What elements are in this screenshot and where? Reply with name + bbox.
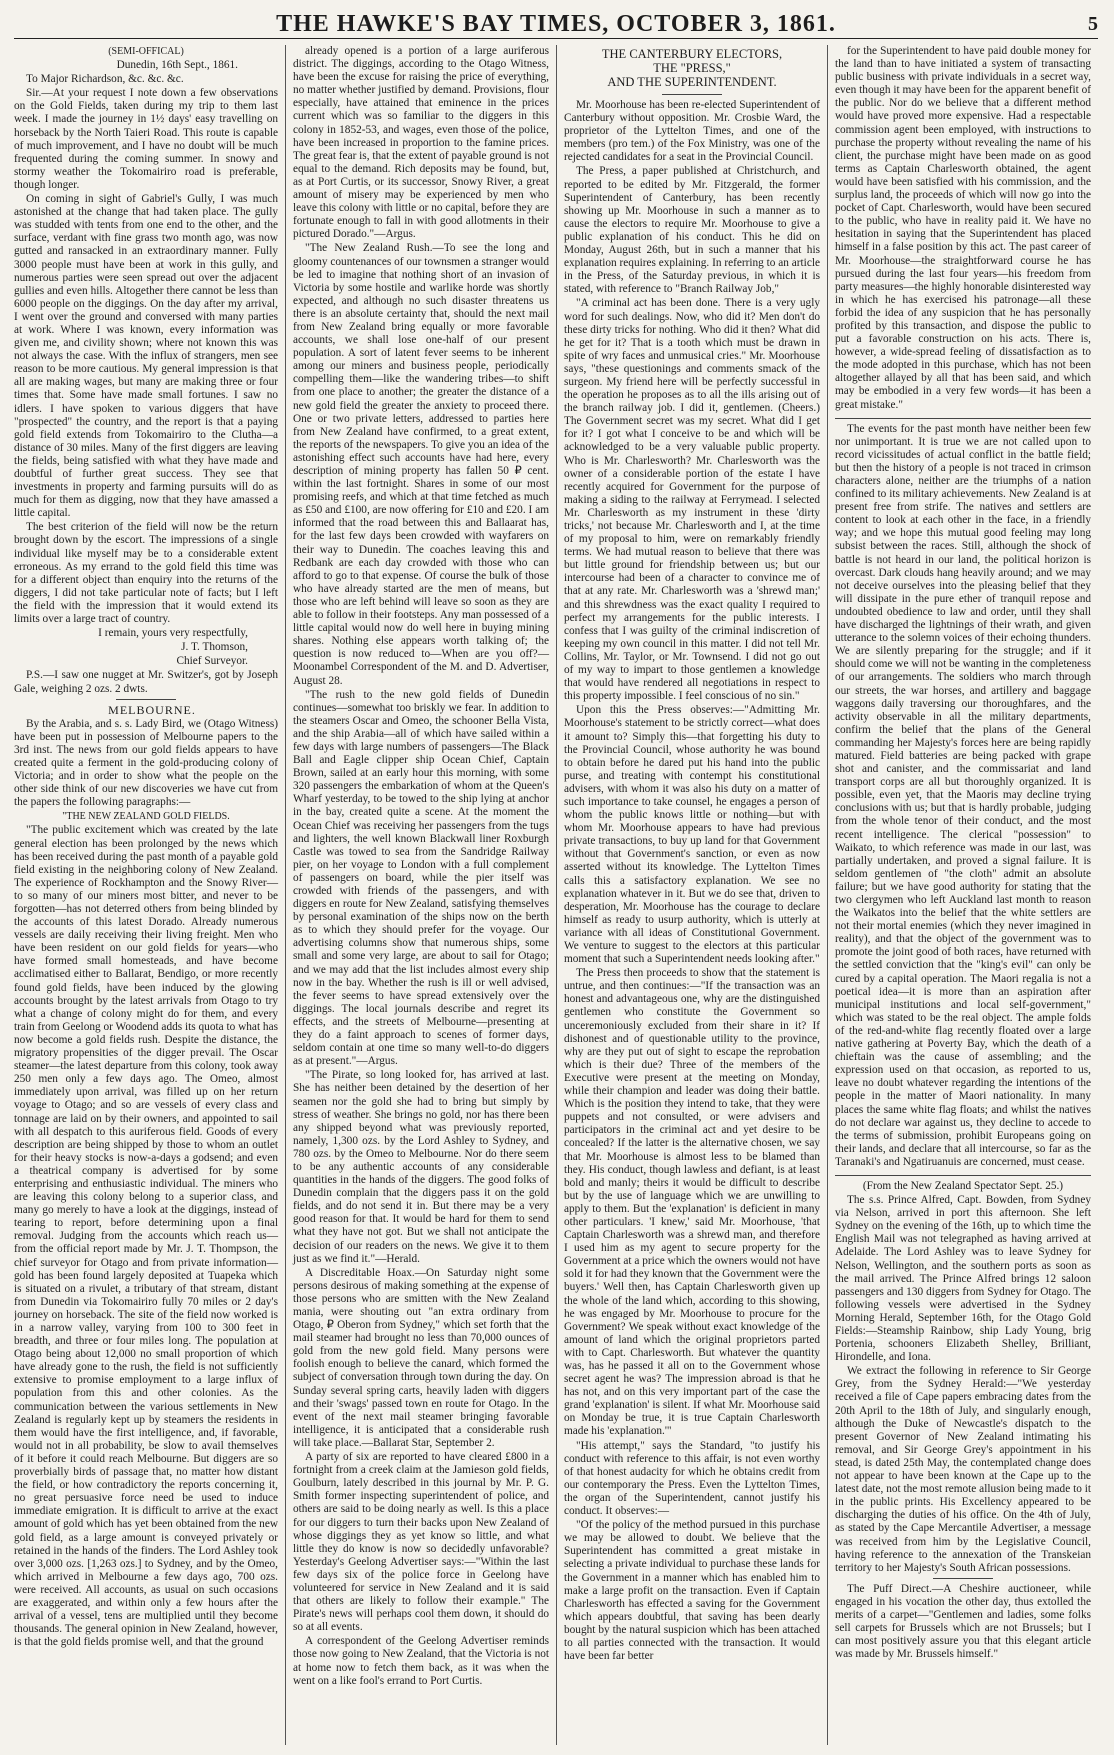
paragraph: The Puff Direct.—A Cheshire auctioneer, while engaged in his vocation the other day, thus extolled the merits of a carpet—"Gentlemen and ladies, some folks sell carpets for Brussels which are not Brussels; but I can most positively assure you that this elegant article was made by Mr. Brussels himself."	[835, 1582, 1091, 1661]
letter-addressee: To Major Richardson, &c. &c. &c.	[26, 73, 184, 86]
letter-signer-title: Chief Surveyor.	[176, 655, 248, 668]
paragraph: already opened is a portion of a large auriferous district. The diggings, according to the Otago Witness, have been the excuse for raising the price of everything, no matter whether justified by demand. Provisions, flour especially, have attained that eminence in the prices current which was so familiar to the diggers in this colony in 1852-53, and wages, even those of the police, have been increased in proportion to the famine prices. The great fear is, that the extent of payable ground is not equal to the demand. Rich deposits may be found, but, as at Port Curtis, or its successor, Snowy River, a great amount of misery may be experienced by men who leave this colony with little or no capital, before they are fortunate enough to fall in with good allotments in their pictured Dorado."—Argus.	[293, 45, 549, 241]
paragraph: Mr. Moorhouse has been re-elected Superintendent of Canterbury without opposition. Mr. Crosbie Ward, the proprietor of the Lyttelton Times, and one of the members (pro tem.) of the Fox Ministry, was one of the rejected candidates for a seat in the Provincial Council.	[564, 99, 820, 164]
letter-signer: J. T. Thomson,	[181, 641, 248, 654]
column-3	[556, 45, 827, 1745]
subheading: "THE NEW ZEALAND GOLD FIELDS.	[62, 811, 230, 823]
paragraph: "Of the policy of the method pursued in this purchase we may be allowed to doubt. We believe that the Superintendent has committed a great mistake in selecting a private individual to purchase these lands for the Government in a manner which has enabled him to make a large profit on the transaction. Even if Captain Charlesworth has effected a saving for the Government which appears doubtful, that saving has been dearly bought by the natural suspicion which has been attached to all parties connected with the transaction. It would have been far better	[564, 1519, 820, 1663]
letter-dateline: Dunedin, 16th Sept., 1861.	[116, 59, 238, 72]
paragraph: On coming in sight of Gabriel's Gully, I was much astonished at the change that had taken place. The gully was studded with tents from one end to the other, and the surface, verdant with fine grass two month ago, was now gutted and ransacked in an extraordinary manner. Fully 3000 people must have been at work in this gully, and numerous parties were seen spread out over the adjacent gullies and even hills. Altogether there cannot be less than 6000 people on the diggings. On the day after my arrival, I went over the ground and conversed with many parties at work. Where I was known, every information was given me, and civility shown; where not known this was not always the case. With the influx of strangers, men see reason to be more cautious. My general impression is that all are making wages, but many are making three or four times that. Some have made small fortunes. I saw no idlers. I have spoken to various diggers that have "prospected" the country, and the report is that a paying gold field extends from Tokomairiro to the Clutha—a distance of 30 miles. Many of the first diggers are leaving the fields, being satisfied with what they have made and doubtful of further great success. They see that investments in property and farming pursuits will do as much for them as digging, now that they have amassed a little capital.	[14, 193, 278, 520]
column-2	[285, 45, 556, 1745]
paragraph: Upon this the Press observes:—"Admitting Mr. Moorhouse's statement to be strictly correct—what does it amount to? Simply this—that forgetting his duty to the Provincial Council, whose authority he was bound to obtain before he dared put his hand into the public purse, and treating with contempt his constitutional advisers, with whom it was also his duty on a matter of such importance to take counsel, he engages a person of whom the public knows little or nothing—but with whom Mr. Moorhouse appears to have had previous private transactions, to buy up land for that Government without that Government's sanction, or even as now asserted without its knowledge. The Lyttelton Times calls this a satisfactory explanation. We see no explanation whatever in it. But we do see that, driven to desperation, Mr. Moorhouse has the courage to declare himself as ready to usurp authority, which is utterly at variance with all ideas of Constitutional Government. We venture to suggest to the electors at this particular moment that such a Superintendent needs looking after."	[564, 704, 820, 966]
masthead-title: THE HAWKE'S BAY TIMES, OCTOBER 3, 1861.	[276, 11, 836, 37]
article-columns	[14, 45, 1098, 1745]
page-number: 5	[1088, 13, 1098, 35]
paragraph: "The Pirate, so long looked for, has arrived at last. She has neither been detained by the desertion of her seamen nor the gold she had to bring but simply by stress of weather. She brings no gold, nor has there been any shipped beyond what was previously reported, namely, 1,300 ozs. by the Lord Ashley to Sydney, and 780 ozs. by the Omeo to Melbourne. Nor do there seem to be any authentic accounts of any considerable quantities in the hands of the diggers. The good folks of Dunedin complain that the diggers pass it on the gold fields, and do not send it in. But there may be a very good reason for that. It would be hard for them to send what they have not got. But we shall not anticipate the decision of our readers on the news. We give it to them just as we find it."—Herald.	[293, 1069, 549, 1265]
paragraph: We extract the following in reference to Sir George Grey, from the Sydney Herald:—"We yesterday received a file of Cape papers embracing dates from the 20th April to the 18th of July, and singularly enough, although the Duke of Newcastle's dispatch to the present Governor of New Zealand intimating his removal, and Sir George Grey's appointment in his stead, is dated 25th May, the contemplated change does not appear to have been known at the Cape up to the latest date, not the most remote allusion being made to it in the public prints. His Excellency appeared to be discharging the duties of his office. On the 4th of July, as stated by the Cape Mercantile Advertiser, a message was received from him by the Legislative Council, having reference to the annexation of the Transkeian territory to her Majesty's South African possessions.	[835, 1365, 1091, 1574]
headline-line: AND THE SUPERINTENDENT.	[607, 75, 777, 89]
divider	[116, 699, 176, 700]
paragraph: A party of six are reported to have cleared £800 in a fortnight from a creek claim at the Jamieson gold fields, Goulburn, lately described in this journal by Mr. P. G. Smith former inspecting superintendent of police, and others are said to be doing nearly as well. Is this a place for our diggers to turn their backs upon New Zealand of whose diggings they as yet know so little, and what little they do know is now so decidedly unfavorable? Yesterday's Geelong Advertiser says:—"Within the last few days six of the police force in Geelong have volunteered for service in New Zealand and it is said that others are likely to follow their example." The Pirate's news will perhaps cool them down, it should do so at all events.	[293, 1451, 549, 1634]
paragraph: "The public excitement which was created by the late general election has been prolonged by the news which has been received during the past month of a payable gold field existing in the neighboring colony of New Zealand. The experience of Rockhampton and the Snowy River—to so many of our miners most bitter, and never to be forgotten—has not deterred others from being blinded by the accounts of this latest Dorado. Already numerous vessels are daily receiving their living freight. Men who have been resident on our gold fields for years—who have formed small homesteads, and have become acclimatised either to Ballarat, Bendigo, or more recently found gold fields, have been induced by the glowing accounts brought by the latest arrivals from Otago to try what a change of colony might do for them, and every train from Geelong or Woodend adds its quota to what has now become a gold fields rush. Despite the distance, the migratory propensities of the digger prevail. The Oscar steamer—the latest departure from this colony, took away 250 men only a few days ago. The Omeo, almost immediately upon arrival, was filled up on her return voyage to Otago; and so are vessels of every class and tonnage are laid on by their owners, and appointed to sail with all despatch to this auriferous field. Goods of every description are being shipped by those to whom an outlet for their heavy stocks is now-a-days a godsend; and even a theatrical company is advertised for by some enterprising and enthusiastic individual. The miners who are leaving this colony belong to a superior class, and many go merely to have a look at the diggings, instead of tearing to report, before determining upon a final removal. Judging from the accounts which reach us—from the official report made by Mr. J. T. Thompson, the chief surveyor for Otago and from private information—gold has been found largely deposited at Tuapeka which is situated on a rivulet, a tributary of that stream, distant from Dunedin via Tokomairiro fully 70 miles or 2 day's journey on horseback. The site of the field now worked is in a narrow valley, varying from 100 to 300 feet in breadth, and three or four miles long. The population at Otago being about 12,000 no small proportion of which have already gone to the rush, the field is not sufficiently extensive to promise employment to a large influx of population from this and other colonies. As the communication between the various settlements in New Zealand is regularly kept up by steamers the residents in them would have the first intelligence, and, if favorable, would not in all probability, be slow to avail themselves of it before it could reach Melbourne. But diggers are so proverbially birds of passage that, no matter how distant the field, or how contradictory the reports concerning it, no great persuasive force need be used to induce immediate emigration. It is difficult to arrive at the exact amount of gold which has yet been obtained from the new gold field, as a large amount is conveyed privately or retained in the hands of the finders. The Lord Ashley took over 3,000 ozs. [1,263 ozs.] to Sydney, and by the Omeo, which arrived in Melbourne a few days ago, 700 ozs. were received. All accounts, as usual on such occasions are exaggerated, and within only a few hours after the arrival of a vessel, tens are multiplied until they become thousands. The general opinion in New Zealand, however, is that the gold fields promise well, and that the ground	[14, 824, 278, 1649]
divider	[835, 418, 1091, 419]
paragraph: The Press, a paper published at Christchurch, and reported to be edited by Mr. Fitzgerald, the former Superintendent of Canterbury, has been recently showing up Mr. Moorhouse in such a manner as to cause the electors to require Mr. Moorhouse to give a public explanation of his conduct. This he did on Monday, August 26th, but in such a manner that his explanation requires explaining. In referring to an article in the Press, of the Saturday previous, in which it is stated, with reference to "Branch Railway Job,"	[564, 165, 820, 296]
section-heading-melbourne: MELBOURNE.	[108, 702, 196, 717]
paragraph: The s.s. Prince Alfred, Capt. Bowden, from Sydney via Nelson, arrived in port this afternoon. She left Sydney on the evening of the 16th, up to which time the English Mail was not telegraphed as having arrived at Adelaide. The Lord Ashley was to leave Sydney for Nelson, Wellington, and the southern ports as soon as the mail arrived. The Prince Alfred brings 12 saloon passengers and 130 diggers from Sydney for Otago. The following vessels were advertised in the Sydney Morning Herald, September 16th, for the Otago Gold Fields:—Steamship Rainbow, ship Lady Young, brig Portenia, schooners Elizabeth Shelley, Brilliant, Hirondelle, and Iona.	[835, 1194, 1091, 1364]
paragraph: The Press then proceeds to show that the statement is untrue, and then continues:—"If the transaction was an honest and advantageous one, why are the distinguished gentlemen who constitute the Government so unceremoniously excluded from their share in it? If dishonest and of questionable utility to the province, why are they put out of sight to escape the reprobation which is their due? Three of the members of the Executive were present at the meeting on Monday, while their champion and leader was doing their battle. Which is the position they intend to take, that they were puppets and not consulted, or were advisers and participators in the criminal act and yet desire to be concealed? If the latter is the alternative chosen, we say that Mr. Moorhouse is almost less to be blamed than they. His conduct, though lawless and defiant, is at least bold and manly; theirs it would be difficult to describe but by the use of language which we are unwilling to apply to them. But the 'explanation' is deficient in many other particulars. 'I knew,' said Mr. Moorhouse, 'that Captain Charlesworth was a shrewd man, and therefore I used him as my agent to secure property for the Government at a price which the owners would not have sold it for had they known that the Government were the buyers.' Well then, has Captain Charlesworth given up the whole of the land which, according to this showing, he was engaged by Mr. Moorhouse to procure for the Government? We speak without exact knowledge of the amount of land which the original proprietors parted with to Capt. Charlesworth. But whatever the quantity was, has he passed it all on to the Government whose secret agent he was? The impression abroad is that he has not, and on this very important part of the case the grand 'explanation' is silent. If what Mr. Moorhouse said on Monday be true, it is true Captain Charlesworth made his 'explanation.'"	[564, 967, 820, 1438]
masthead	[14, 8, 1098, 39]
column-4	[827, 45, 1098, 1745]
paragraph: "The New Zealand Rush.—To see the long and gloomy countenances of our townsmen a stranger would be led to imagine that nothing short of an invasion of Victoria by some hostile and warlike horde was shortly expected, and although no such disaster threatens us there is an absolute certainty that, should the next mail from New Zealand bring equally or more favorable accounts, we shall lose one-half of our present population. A sort of latent fever seems to be inherent among our miners and business people, periodically compelling them—like the wandering tribes—to shift from one place to another; the greater the distance of a new gold field the greater the anxiety to proceed there. One or two private letters, addressed to parties here from New Zealand have confirmed, to a great extent, the reports of the newspapers. To give you an idea of the astonishing effect such accounts have had here, every description of mining property has fallen 50 ₽ cent. within the last fortnight. Shares in some of our most promising reefs, and which at that time fetched as much as £50 and £100, are now offering for £10 and £20. I am informed that the road between this and Ballaarat has, for the last few days been crowded with wayfarers on their way to Dunedin. The coaches leaving this and Redbank are each day crowded with those who can afford to go to that expense. Of course the bulk of those who have already started are the men of means, but those who are left behind will leave so soon as they are able to follow in their footsteps. Any man possessed of a little capital would now do well here in buying mining shares. Nothing else appears worth talking of; the question is now reduced to—When are you off?—Moonambel Correspondent of the M. and D. Advertiser, August 28.	[293, 242, 549, 687]
semi-official-label: (SEMI-OFFICAL)	[108, 46, 184, 57]
paragraph: "A criminal act has been done. There is a very ugly word for such dealings. Now, who did it? Men don't do these dirty tricks for nothing. Who did it then? What did he get for it? That is a tooth which must be drawn in spite of wry faces and unmusical cries." Mr. Moorhouse says, "these questionings and comments smack of the surgeon. My friend here will be perfectly successful in the operation he proposes as to all the ills arising out of the branch railway job. I did it, gentlemen. (Cheers.) The Government secret was my secret. What did I get for it? I got what I conceive to be and which will be acknowledged to be a very valuable public property. Who is Mr. Charlesworth? Mr. Charlesworth was the owner of a considerable portion of the estate I have recently acquired for Government for the purpose of making a siding to the railway at Ferrymead. I selected Mr. Charlesworth as my instrument in these 'dirty tricks,' not because Mr. Charlesworth and I, at the time of my proposal to him, were on remarkably friendly terms. We had mutual reason to believe that there was but little ground for friendship between us; but our intercourse had been of a character to convince me of that at any rate. Mr. Charlesworth was a 'shrewd man;' and this shrewdness was the exact quality I required to perfect my arrangements for the public interests. I confess that I was guilty of the criminal indiscretion of keeping my own council in this matter. I did not tell Mr. Collins, Mr. Taylor, or Mr. Townsend. I did not go out of my way to impart to those gentlemen a knowledge that would have rendered all negotiations in respect to this property impossible. I feel conscious of no sin."	[564, 297, 820, 703]
source-credit: (From the New Zealand Spectator Sept. 25.)	[862, 1179, 1064, 1192]
letter-closing: I remain, yours very respectfully,	[98, 627, 248, 640]
paragraph: for the Superintendent to have paid double money for the land than to have initiated a system of transacting public business with private individuals in a secret way, even though it may have been for the apparent benefit of the public. Nor do we believe that a different method would have proved more expensive. Had a respectable commission agent been employed, with instructions to purchase the property without revealing the name of his client, the purchase might have been made on as good terms as Captain Charlesworth obtained, the agent would have been satisfied with his commission, and the surplus land, the proceeds of which will now go into the pocket of Capt. Charlesworth, would have been secured to the public, who have in reality paid it. We have no hesitation in saying that the Superintendent has placed himself in a false position by this act. The past career of Mr. Moorhouse—the straightforward course he has pursued during the last four years—his freedom from party measures—the highly honorable disinterested way in which he has exercised his patronage—all these forbid the idea of any suspicion that he has personally profited by this transaction, and dispose the public to put a favorable construction on his acts. There is, however, a wide-spread feeling of dissatisfaction as to the mode adopted in this purchase, which has not been altogether allayed by all that has been said, and which may be embodied in a very few words—it has been a great mistake."	[835, 45, 1091, 411]
divider	[662, 94, 722, 95]
divider	[835, 1175, 1091, 1176]
postscript: P.S.—I saw one nugget at Mr. Switzer's, got by Joseph Gale, weighing 2 ozs. 2 dwts.	[14, 669, 278, 695]
paragraph: Sir.—At your request I note down a few observations on the Gold Fields, taken during my trip to them last week. I made the journey in 1½ days' easy travelling on horseback by the North Taieri Road. This route is capable of much improvement, and I have no doubt will be much frequented during the coming summer. In snowy and stormy weather the Tokomairiro road is preferable, though longer.	[14, 87, 278, 191]
paragraph: "His attempt," says the Standard, "to justify his conduct with reference to this affair, is not even worthy of that honest audacity for which he obtains credit from our contemporary the Press. Even the Lyttelton Times, the organ of the Superintendent, cannot justify his conduct. It observes:—	[564, 1439, 820, 1518]
paragraph: The best criterion of the field will now be the return brought down by the escort. The impressions of a single individual like myself may be to a considerable extent erroneous. As my errand to the gold field this time was for a different object than enquiry into the returns of the diggers, I did not take particular note of facts; but I left the field with the impression that it would extend its limits over a large tract of country.	[14, 521, 278, 626]
paragraph: The events for the past month have neither been few nor unimportant. It is true we are not called upon to record vicissitudes of actual conflict in the battle field; but then the history of a people is not traced in crimson characters alone, neither are the triumphs of a nation confined to its military achievements. New Zealand is at present free from strife. The natives and settlers are content to look at each other in the face, in a friendly way; and we hope this mutual good feeling may long subsist between the races. Still, although the shock of battle is not heard in our land, the political horizon is overcast. Dark clouds hang heavily around; and we may not deceive ourselves into the pleasing belief that they will dissipate in the pure ether of tranquil repose and undoubted obedience to law and order, until they shall have discharged the lightnings of their wrath, and given utterance to the solemn voices of their echoing thunders. We are silently preparing for the struggle; and if it should come we will not be wanting in the completeness of our arrangements. The soldiers who march through our streets, the war horses, and artillery and baggage waggons daily traversing our thoroughfares, and the activity observable in all the military departments, confirm the belief that the plans of the General commanding her Majesty's forces here are being rapidly matured. Field batteries are being packed with grape shot and canister, and the commissariat and land transport corps are all but thoroughly organized. It is possible, even yet, that the Maoris may decline trying conclusions with us; but that is hardly probable, judging from the whole tenor of their conduct, and the most recent intelligence. The clerical "possession" to Waikato, to which reference was made in our last, was partially undertaken, and proved a signal failure. It is seldom gentlemen of "the cloth" admit an absolute failure; but we have good authority for stating that the two clergymen who left Auckland last month to reason the Waikatos into the belief that the white settlers are not their mortal enemies (which they never imagined in reality), and that the object of the government was to promote the joint good of both races, have returned with the settled conviction that the "king's evil" can only be cured by a capital operation. The Maori regalia is not a poetical idea—it is more than an aspiration after municipal institutions and local self-government," which was stated to be the real object. The ample folds of the red-and-white flag recently floated over a large native gathering at Poverty Bay, which the death of a chieftain was the cause of assembling; and the expression used on that occasion, as reported to us, leave no doubt whatever regarding the intentions of the people in the matter of Maori nationality. In many places the same white flag floats; and whilst the natives do not declare war against us, they decline to accede to the terms of submission, prohibit Europeans going on their lands, and declare that all intercourse, so far as the Taranaki's and Ngatiruanuis are concerned, must cease.	[835, 422, 1091, 1168]
article-headline	[564, 47, 820, 89]
paragraph: A Discreditable Hoax.—On Saturday night some persons desirous of making something at the expense of those persons who are smitten with the New Zealand mania, were shouting out "an extra ordinary from Otago, ₽ Oberon from Sydney," which set forth that the mail steamer had brought no less than 70,000 ounces of gold from the new gold field. Many persons were foolish enough to believe the canard, which formed the subject of conversation through town during the day. On Sunday several spring carts, heavily laden with diggers and their 'swags' passed town en route for Otago. In the event of the next mail steamer bringing favorable intelligence, it is anticipated that a considerable rush will take place.—Ballarat Star, September 2.	[293, 1266, 549, 1449]
paragraph: "The rush to the new gold fields of Dunedin continues—somewhat too briskly we fear. In addition to the steamers Oscar and Omeo, the schooner Bella Vista, and the ship Arabia—all of which have sailed within a few days with large numbers of passengers—The Black Ball and Eagle clipper ship Ocean Chief, Captain Brown, sailed at an early hour this morning, with some 320 passengers the embarkation of whom at the Queen's Wharf yesterday, to be towed to the ship lying at anchor in the bay, created quite a scene. At the moment the Ocean Chief was receiving her passengers from the tugs and lighters, the well known Blackwall liner Roxburgh Castle was towed to sea from the Sandridge Railway pier, on her voyage to London with a full complement of passengers on board, while the pier itself was crowded with friends of the passengers, and with diggers en route for New Zealand, satisfying themselves by personal examination of the ships now on the berth as to which they should prefer for the voyage. Our advertising columns show that numerous ships, some small and some very large, are about to sail for Otago; and we may add that the list includes almost every ship now in the bay. Whether the rush is ill or well advised, the fever seems to have spread extensively over the diggings. The local journals describe and regret its effects, and the streets of Melbourne—presenting at they do a faint approach to scenes of former days, seldom contain at one time so many well-to-do diggers as at present."—Argus.	[293, 688, 549, 1068]
paragraph: By the Arabia, and s. s. Lady Bird, we (Otago Witness) have been put in possession of Melbourne papers to the 3rd inst. The news from our gold fields appears to have created quite a ferment in the gold-producing colony of Victoria; and in order to show what the people on the other side think of our new discoveries we have cut from the papers the following paragraphs:—	[14, 717, 278, 809]
paragraph: A correspondent of the Geelong Advertiser reminds those now going to New Zealand, that the Victoria is not at home now to fetch them back, as it was when the went on a like fool's errand to Port Curtis.	[293, 1635, 549, 1687]
column-1	[14, 45, 285, 1745]
divider	[933, 1578, 993, 1579]
headline-line: THE CANTERBURY ELECTORS,	[601, 47, 783, 61]
headline-line: THE "PRESS,"	[653, 61, 731, 75]
